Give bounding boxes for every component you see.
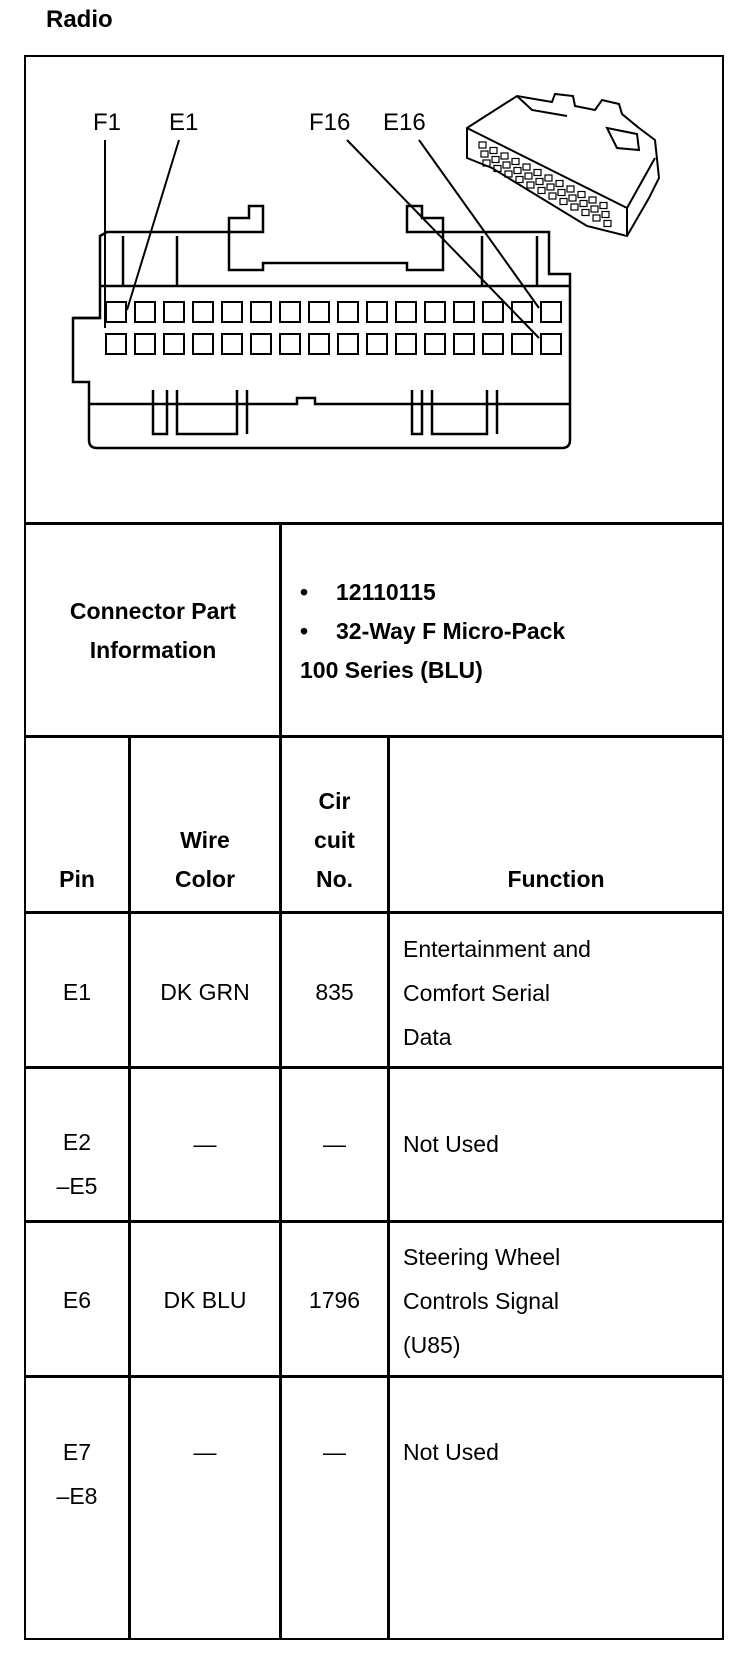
pin-cavity [338, 334, 358, 354]
pin-cavity [106, 302, 126, 322]
pin-cavity [309, 302, 329, 322]
part-bullet-2: • 32-Way F Micro-Pack [300, 618, 566, 644]
pin-cavity [251, 302, 271, 322]
page-title: Radio [46, 6, 113, 33]
pin-cavity [135, 334, 155, 354]
pin-cavity [512, 334, 532, 354]
table-row-2-wire: — [193, 1130, 217, 1157]
connector-part-label: Connector Part Information [69, 598, 237, 663]
divider-diagram [24, 522, 724, 525]
table-row-3-wire: DK BLU [163, 1286, 247, 1313]
pin-cavity [396, 302, 416, 322]
pin-cavity [338, 302, 358, 322]
pin-cavity [280, 334, 300, 354]
pin-cavity [425, 334, 445, 354]
pin-cavity [541, 334, 561, 354]
table-row-3-function: Steering Wheel Controls Signal (U85) [403, 1244, 561, 1358]
pin-label-e1: E1 [169, 109, 199, 136]
table-row-2-function: Not Used [403, 1131, 499, 1157]
table-row-4-function: Not Used [403, 1439, 499, 1465]
table-row-1-wire: DK GRN [160, 978, 250, 1005]
pin-cavity [454, 334, 474, 354]
table-row-1-pin: E1 [62, 978, 92, 1005]
pin-cavity [541, 302, 561, 322]
col-divider-info [279, 522, 282, 737]
pin-cavity [367, 334, 387, 354]
pin-cavity [396, 334, 416, 354]
pin-label-f16: F16 [309, 109, 351, 136]
pin-label-f1: F1 [93, 109, 122, 136]
pin-cavity [367, 302, 387, 322]
part-extra-line: 100 Series (BLU) [300, 657, 483, 683]
header-wire-color: Wire Color [174, 827, 236, 892]
connector-diagram [27, 58, 722, 553]
table-row-4-circuit: — [323, 1438, 346, 1465]
table-row-3-circuit: 1796 [308, 1286, 361, 1313]
header-circuit-no: Cir cuit No. [314, 788, 355, 892]
table-row-4-wire: — [193, 1438, 217, 1465]
header-function: Function [507, 866, 605, 892]
pin-cavity [164, 334, 184, 354]
pin-cavity [222, 334, 242, 354]
table-row-1-function: Entertainment and Comfort Serial Data [403, 936, 591, 1050]
pin-cavity [164, 302, 184, 322]
header-pin: Pin [59, 866, 95, 892]
pin-cavity [483, 302, 503, 322]
part-bullet-1: • 12110115 [300, 579, 436, 605]
pin-cavity [222, 302, 242, 322]
pin-cavity [251, 334, 271, 354]
pin-cavity [309, 334, 329, 354]
pin-cavity [425, 302, 445, 322]
table-row-2-circuit: — [323, 1130, 346, 1157]
table-row-4-pin: E7 –E8 [56, 1439, 98, 1509]
pin-cavity [454, 302, 474, 322]
table-row-1-circuit: 835 [315, 978, 354, 1005]
pin-cavity [193, 334, 213, 354]
connector-part-details [300, 573, 565, 690]
pin-cavity [135, 302, 155, 322]
table-row-3-pin: E6 [62, 1286, 92, 1313]
pin-cavity [483, 334, 503, 354]
pin-cavity [193, 302, 213, 322]
pin-label-e16: E16 [383, 109, 426, 136]
pin-cavity [106, 334, 126, 354]
pin-cavity [280, 302, 300, 322]
table-row-2-pin: E2 –E5 [56, 1129, 98, 1199]
